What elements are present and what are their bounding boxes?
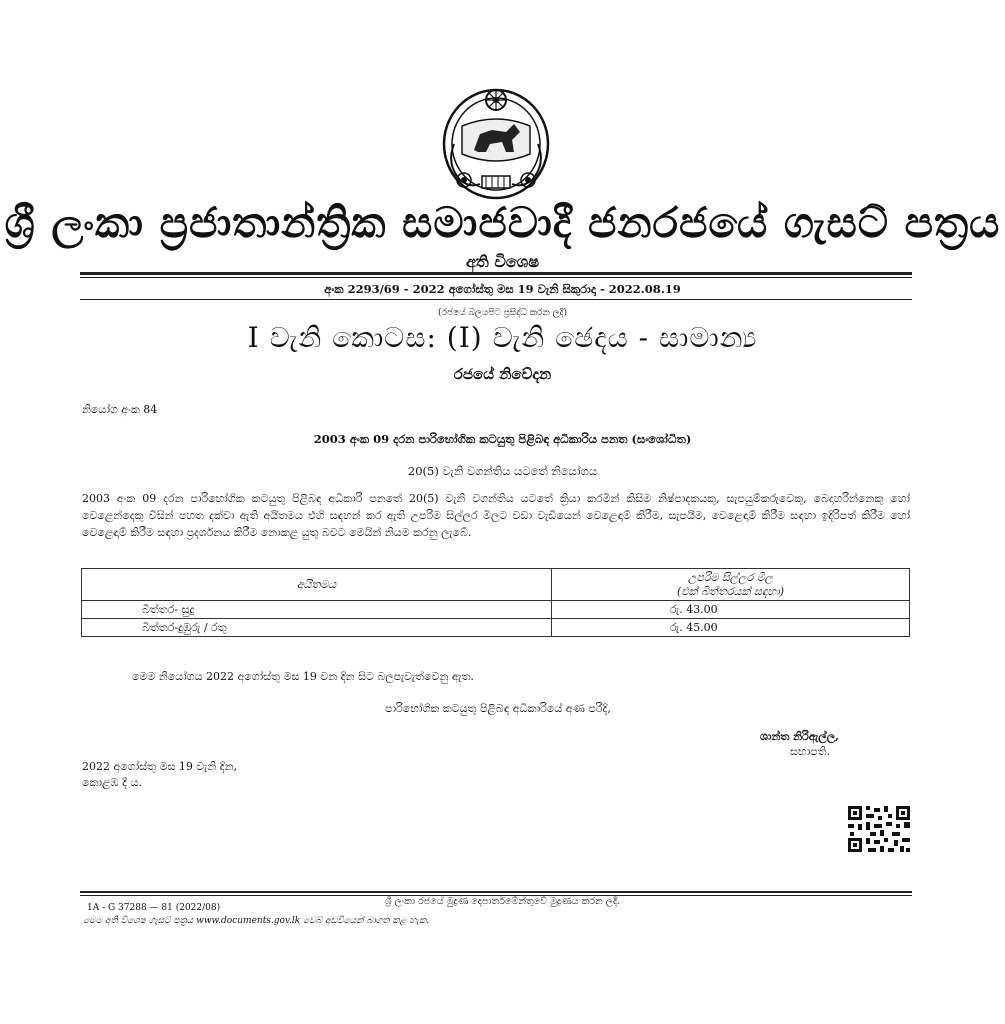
gazette-title: ශ්‍රී ලංකා ප්‍රජාතාන්ත්‍රික සමාජවාදී ජනරජයේ ගැසට් පත්‍රය bbox=[4, 198, 1001, 247]
act-title: 2003 අංක 09 දරන පාරිභෝගික කටයුතු පිළිබඳ අධිකාරිය පනත (සංශෝධිත) bbox=[313, 432, 692, 446]
order-number: නියෝග අංක 84 bbox=[82, 403, 158, 416]
effective-date-text: මෙම නියෝගය 2022 අගෝස්තු මස 19 වන දින සිට බලපැවැත්වෙනු ඇත. bbox=[132, 670, 474, 683]
price-header-line1: උපරිම සිල්ලර මිල bbox=[687, 570, 774, 584]
section-title: රජයේ නිවේදන bbox=[453, 365, 552, 383]
issue-place-line: කොළඹ දී ය. bbox=[82, 776, 142, 789]
price-table bbox=[81, 568, 910, 637]
signatory-name: ශාන්ත නිරිඇල්ල, bbox=[760, 730, 839, 743]
authority-order-text: පාරිභෝගික කටයුතු පිළිබඳ අධිකාරියේ අණ පරිදි, bbox=[385, 702, 611, 715]
table-row bbox=[82, 601, 910, 619]
published-by-note: (රජයේ බලයපිට ප්‍රසිද්ධ කරන ලදී) bbox=[437, 308, 568, 318]
table-header-row bbox=[82, 569, 910, 601]
top-rule-thin bbox=[80, 277, 912, 278]
footer-rule-thick bbox=[80, 891, 912, 893]
item-cell: බිත්තර- සුදු bbox=[82, 601, 552, 619]
order-paragraph: 2003 අංක 09 දරන පාරිභෝගික කටයුතු පිළිබඳ අධිකාරි පනතේ 20(5) වැනි වගන්තිය යටතේ ක්‍රියා කරමින් කිසිම නිෂ්පාදකයකු, සැපයුම්කරුවෙකු, බෙදාහරින්නෙකු හෝ වෙළෙන්දෙකු විසින් පහත දක්වා ඇති අයිතමය එහි සඳහන් කර ඇති උපරිම සිල්ලර මිලට වඩා වැඩියෙන් වෙළෙඳාම් කිරීම, සැපයීම, වෙළෙඳාම් කිරීම සඳහා ඉදිරිපත් කිරීම හෝ වෙළෙඳාම් කිරීම සඳහා ප්‍රදර්ශනය කිරීම නොකළ යුතු බවට මෙයින් නියම කරනු ලැබේ. bbox=[82, 492, 910, 539]
top-rule-thick bbox=[80, 272, 912, 275]
national-emblem bbox=[440, 84, 552, 200]
extraordinary-label: අති විශෙෂ bbox=[465, 252, 540, 271]
qr-code bbox=[848, 806, 910, 852]
issue-date-line: 2022 අගෝස්තු මස 19 වැනි දින, bbox=[82, 760, 238, 773]
gazette-code: 1A - G 37288 — 81 (2022/08) bbox=[87, 903, 221, 913]
issue-line: අංක 2293/69 - 2022 අගෝස්තු මස 19 වැනි සිකුරාදා - 2022.08.19 bbox=[324, 282, 681, 296]
section-reference: 20(5) වැනි වගන්තිය යටතේ නියෝගය bbox=[407, 464, 598, 478]
printer-note: ශ්‍රී ලංකා රජයේ මුද්‍රණ දෙපාර්තමේන්තුවේ මුද්‍රණය කරන ලදී. bbox=[384, 896, 621, 907]
issue-rule bbox=[80, 299, 912, 300]
website-note: මෙම අති විශෙෂ ගැසට් පත්‍රය www.documents.gov.lk වෙබ් අඩවියෙන් බාගත කළ හැක. bbox=[83, 916, 430, 926]
price-cell: රු. 45.00 bbox=[552, 619, 910, 637]
price-cell: රු. 43.00 bbox=[552, 601, 910, 619]
price-column-header bbox=[552, 569, 910, 601]
price-header-line2: (එක් බිත්තරයක් සඳහා) bbox=[677, 584, 784, 598]
item-column-header: අයිතමය bbox=[82, 569, 552, 601]
item-cell: බිත්තර-දුඹුරු / රතු bbox=[82, 619, 552, 637]
part-title: I වැනි කොටස: (I) වැනි ඡෙදය - සාමාන්‍ය bbox=[247, 321, 758, 354]
signatory-designation: සභාපති. bbox=[790, 745, 831, 758]
table-row bbox=[82, 619, 910, 637]
